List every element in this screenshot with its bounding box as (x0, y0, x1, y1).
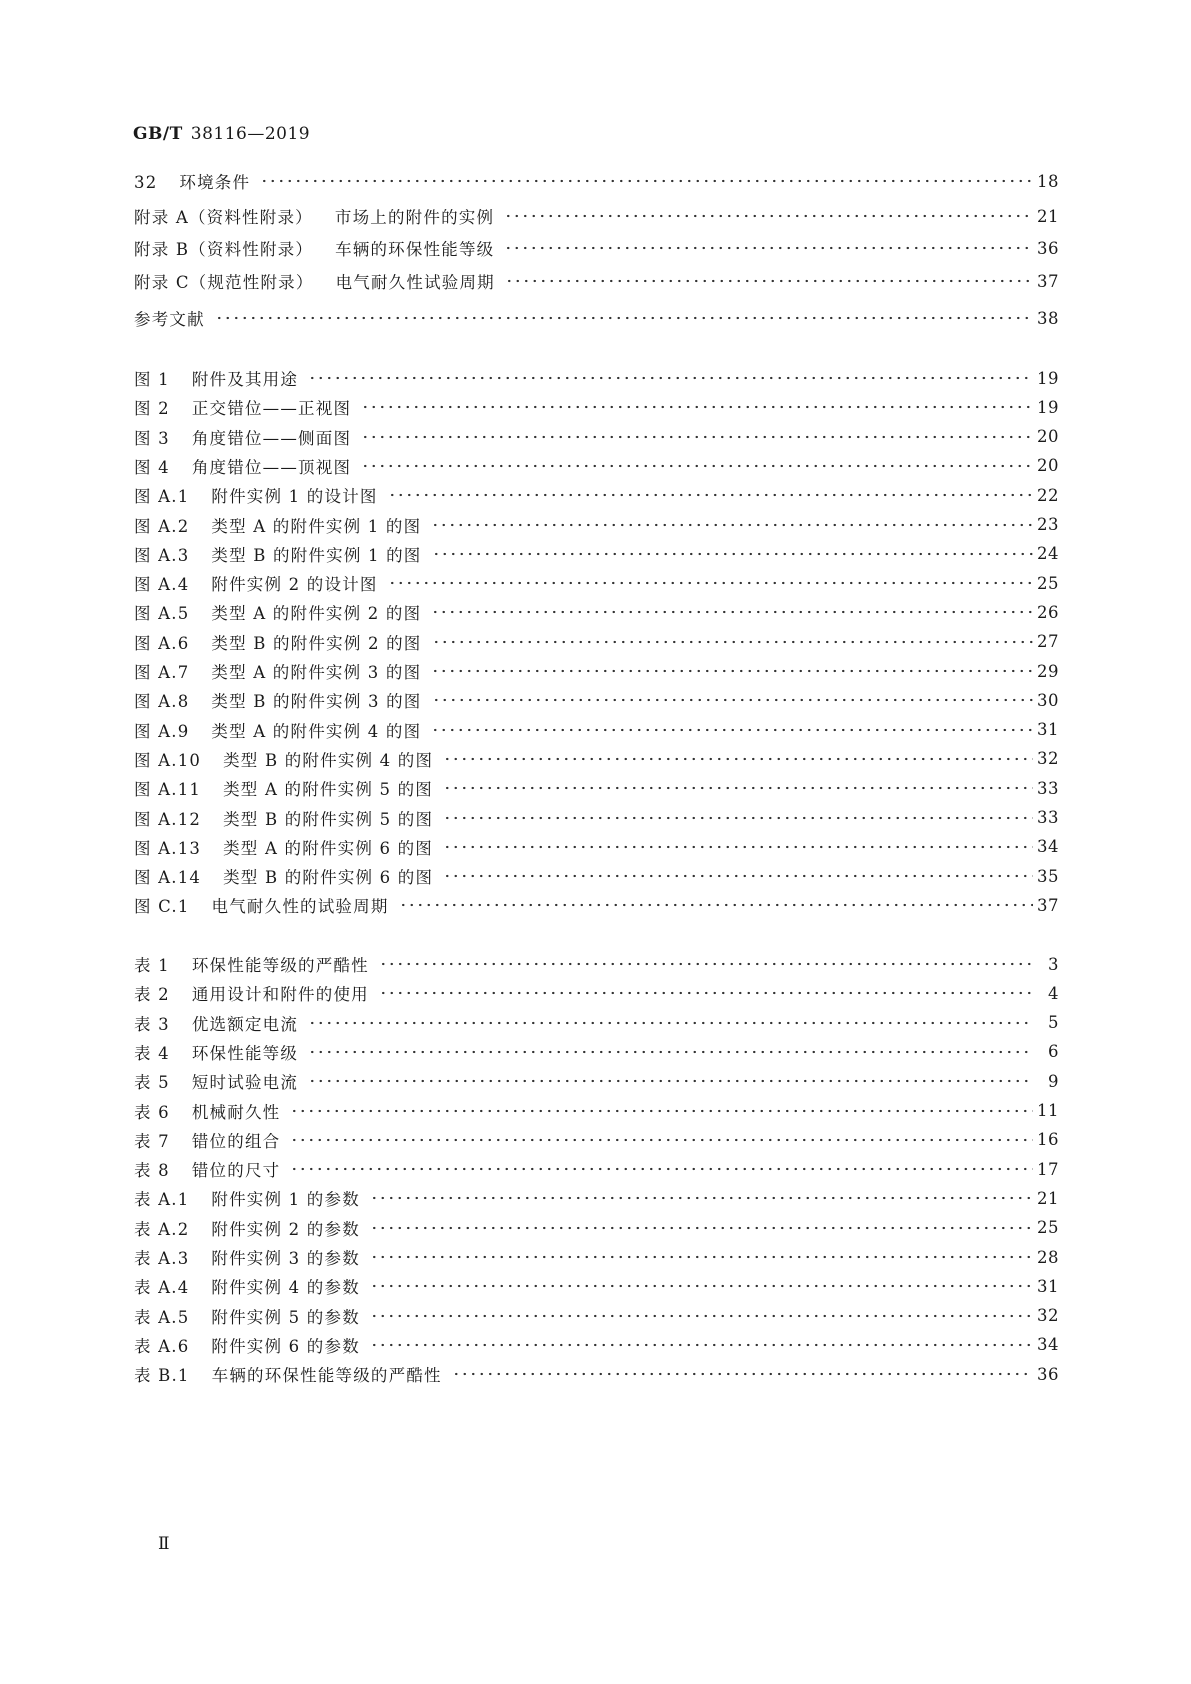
entry-title: 电气耐久性试验周期 (335, 273, 495, 292)
figure-list-item[interactable] (134, 890, 1059, 920)
entry-number: 表 5 (134, 1073, 170, 1093)
entry-title: 附件实例 1 的设计图 (211, 487, 378, 507)
dot-leader (290, 1137, 1033, 1143)
entry-label (134, 1099, 280, 1123)
standard-code: GB/T (133, 124, 183, 144)
entry-page-number: 36 (1037, 238, 1059, 258)
dot-leader (370, 1195, 1033, 1201)
entry-title: 优选额定电流 (191, 1014, 299, 1034)
entry-number: 表 4 (134, 1043, 170, 1063)
entry-title: 类型 A 的附件实例 4 的图 (211, 721, 422, 741)
dot-leader (308, 1078, 1033, 1084)
entry-page-number: 32 (1037, 1306, 1059, 1326)
figure-list-item[interactable] (134, 744, 1059, 774)
figure-list-item[interactable] (134, 656, 1059, 686)
figure-list-item[interactable] (134, 773, 1059, 803)
entry-title: 类型 A 的附件实例 3 的图 (211, 663, 422, 682)
entry-title: 附件及其用途 (191, 370, 299, 389)
entry-page-number: 32 (1037, 749, 1059, 769)
table-list-item[interactable] (134, 1330, 1059, 1360)
table-list-item[interactable] (134, 1096, 1059, 1126)
entry-page-number: 6 (1048, 1042, 1059, 1062)
entry-number: 图 A.13 (134, 838, 202, 858)
dot-leader (370, 1254, 1033, 1260)
entry-title: 附件实例 3 的参数 (211, 1249, 360, 1268)
dot-leader (399, 902, 1033, 908)
entry-title: 市场上的附件的实例 (334, 208, 495, 227)
dot-leader (388, 492, 1033, 498)
dot-leader (504, 245, 1033, 251)
page-number: Ⅱ (158, 1534, 170, 1554)
entry-label (134, 1157, 280, 1181)
figure-list-item[interactable] (134, 715, 1059, 745)
entry-title: 通用设计和附件的使用 (191, 985, 369, 1005)
entry-page-number: 31 (1037, 1276, 1059, 1296)
entry-number: 表 6 (134, 1102, 170, 1122)
dot-leader (431, 609, 1033, 615)
dot-leader (370, 1342, 1033, 1348)
entry-page-number: 37 (1037, 895, 1059, 915)
entry-number: 表 A.4 (134, 1278, 190, 1298)
entry-number: 表 A.6 (134, 1336, 190, 1356)
dot-leader (432, 639, 1033, 645)
entry-page-number: 3 (1048, 954, 1059, 974)
entry-number: 表 A.3 (134, 1249, 190, 1268)
entry-page-number: 26 (1037, 602, 1059, 622)
entry-page-number: 33 (1037, 808, 1059, 827)
entry-number: 图 A.6 (134, 633, 190, 653)
table-list-item[interactable] (134, 1154, 1059, 1184)
entry-label (134, 513, 421, 537)
toc-entry[interactable] (134, 266, 1059, 296)
entry-label (134, 630, 422, 654)
entry-title: 附件实例 4 的参数 (211, 1278, 360, 1298)
page-header (133, 124, 310, 144)
dot-leader (443, 873, 1033, 879)
entry-label (134, 269, 495, 293)
entry-title: 附件实例 5 的参数 (211, 1307, 360, 1327)
entry-number: 图 C.1 (134, 897, 190, 917)
entry-page-number: 25 (1037, 1218, 1059, 1238)
entry-label (134, 204, 494, 228)
entry-title: 类型 A 的附件实例 6 的图 (223, 838, 434, 858)
dot-leader (290, 1166, 1033, 1172)
figure-list-item[interactable] (134, 861, 1059, 891)
entry-title: 附件实例 2 的参数 (211, 1219, 360, 1239)
entry-label (134, 169, 250, 193)
entry-title: 类型 A 的附件实例 5 的图 (223, 780, 434, 800)
table-list-item[interactable] (134, 1183, 1059, 1213)
entry-title: 角度错位——侧面图 (191, 428, 352, 448)
entry-title: 环保性能等级的严酷性 (191, 956, 369, 975)
entry-label (134, 747, 433, 771)
dot-leader (370, 1225, 1033, 1231)
entry-title: 环保性能等级 (191, 1043, 299, 1063)
entry-page-number: 4 (1048, 983, 1059, 1003)
entry-page-number: 11 (1037, 1101, 1059, 1120)
dot-leader (505, 278, 1033, 284)
entry-page-number: 19 (1037, 368, 1059, 388)
entry-page-number: 19 (1037, 397, 1059, 417)
dot-leader (432, 697, 1033, 703)
entry-number: 图 A.11 (134, 780, 202, 800)
entry-title: 类型 B 的附件实例 6 的图 (223, 868, 434, 888)
entry-page-number: 37 (1037, 271, 1059, 291)
entry-title: 错位的尺寸 (191, 1161, 281, 1181)
entry-page-number: 20 (1037, 427, 1059, 447)
entry-number: 图 4 (134, 457, 170, 477)
entry-label (134, 236, 494, 260)
dot-leader (452, 1371, 1033, 1377)
entry-number: 图 A.2 (134, 516, 190, 536)
entry-number: 附录 B（资料性附录） (134, 240, 314, 259)
dot-leader (432, 551, 1033, 557)
entry-page-number: 33 (1037, 778, 1059, 798)
table-list-item[interactable] (134, 1008, 1059, 1038)
dot-leader (379, 990, 1033, 996)
entry-number: 表 8 (134, 1161, 170, 1181)
figure-list-item[interactable] (134, 539, 1059, 569)
entry-number: 表 7 (134, 1131, 170, 1151)
entry-number: 表 3 (134, 1014, 170, 1034)
entry-label (134, 1245, 360, 1269)
dot-leader (388, 580, 1033, 586)
entry-page-number: 18 (1037, 171, 1059, 191)
entry-title: 机械耐久性 (191, 1102, 281, 1122)
entry-page-number: 38 (1037, 308, 1059, 328)
entry-page-number: 17 (1037, 1159, 1059, 1179)
table-list-item[interactable] (134, 1125, 1059, 1155)
entry-number: 表 A.5 (134, 1307, 190, 1327)
entry-label (134, 1216, 360, 1240)
toc-entry[interactable] (134, 201, 1059, 231)
toc-entry[interactable] (134, 233, 1059, 263)
table-list-item[interactable] (134, 1037, 1059, 1067)
entry-number: 表 A.2 (134, 1219, 190, 1239)
dot-leader (443, 815, 1033, 821)
entry-number: 图 A.7 (134, 663, 190, 682)
entry-label (134, 776, 433, 800)
entry-title: 类型 B 的附件实例 1 的图 (211, 545, 422, 565)
toc-entry[interactable] (134, 303, 1059, 333)
dot-leader (370, 1283, 1033, 1289)
entry-label (134, 483, 378, 507)
dot-leader (361, 404, 1033, 410)
entry-label (134, 1333, 360, 1357)
entry-page-number: 36 (1037, 1364, 1059, 1384)
dot-leader (308, 375, 1033, 381)
entry-label (134, 1040, 298, 1064)
entry-number: 图 A.4 (134, 575, 190, 595)
toc-entry[interactable] (134, 166, 1059, 196)
entry-label (134, 806, 433, 830)
entry-label (134, 425, 351, 449)
entry-title: 正交错位——正视图 (191, 399, 352, 419)
figure-list-item[interactable] (134, 597, 1059, 627)
dot-leader (215, 315, 1033, 321)
entry-number: 图 A.14 (134, 868, 202, 888)
entry-label (134, 1128, 280, 1152)
table-list-item[interactable] (134, 1213, 1059, 1243)
entry-page-number: 21 (1037, 1188, 1059, 1208)
entry-label (134, 1186, 360, 1210)
entry-page-number: 22 (1037, 485, 1059, 505)
entry-number: 图 A.12 (134, 809, 202, 829)
entry-label (134, 952, 369, 976)
entry-number: 表 B.1 (134, 1366, 190, 1386)
figure-list-item[interactable] (134, 480, 1059, 510)
table-list-item[interactable] (134, 978, 1059, 1008)
entry-title: 电气耐久性的试验周期 (211, 897, 389, 917)
entry-number: 图 A.8 (134, 692, 190, 712)
entry-label (134, 893, 389, 917)
table-list-item[interactable] (134, 949, 1059, 979)
entry-number: 图 A.3 (134, 545, 190, 565)
entry-label (134, 542, 422, 566)
entry-number: 图 2 (134, 399, 170, 419)
entry-title: 角度错位——顶视图 (191, 457, 352, 477)
dot-leader (443, 844, 1033, 850)
entry-title: 附件实例 6 的参数 (211, 1336, 360, 1356)
entry-label (134, 835, 433, 859)
entry-number: 图 A.5 (134, 604, 190, 624)
dot-leader (361, 434, 1033, 440)
dot-leader (290, 1108, 1033, 1114)
dot-leader (504, 213, 1033, 219)
entry-label (134, 600, 421, 624)
figure-list-item[interactable] (134, 363, 1059, 393)
entry-label (134, 366, 298, 390)
entry-label (134, 571, 378, 595)
dot-leader (443, 785, 1033, 791)
entry-page-number: 5 (1048, 1013, 1059, 1033)
dot-leader (443, 756, 1033, 762)
figure-list-item[interactable] (134, 510, 1059, 540)
entry-page-number: 34 (1037, 1335, 1059, 1355)
entry-label (134, 395, 351, 419)
entry-number: 参考文献 (134, 310, 205, 329)
entry-label (134, 1011, 298, 1035)
entry-title: 类型 B 的附件实例 5 的图 (223, 809, 434, 829)
dot-leader (308, 1049, 1033, 1055)
entry-number: 图 1 (134, 370, 170, 389)
entry-number: 图 A.1 (134, 487, 190, 507)
entry-title: 附件实例 1 的参数 (211, 1190, 360, 1210)
entry-page-number: 16 (1037, 1130, 1059, 1150)
figure-list-item[interactable] (134, 392, 1059, 422)
figure-list-item[interactable] (134, 803, 1059, 833)
entry-page-number: 28 (1037, 1247, 1059, 1267)
dot-leader (260, 178, 1033, 184)
standard-number: 38116—2019 (190, 124, 311, 144)
entry-label (134, 659, 421, 683)
entry-number: 32 (134, 173, 158, 192)
dot-leader (379, 961, 1033, 967)
entry-title: 类型 B 的附件实例 2 的图 (211, 633, 422, 653)
entry-title: 类型 B 的附件实例 3 的图 (211, 692, 422, 712)
entry-page-number: 29 (1037, 661, 1059, 681)
entry-page-number: 34 (1037, 837, 1059, 857)
figure-list-item[interactable] (134, 627, 1059, 657)
entry-title: 类型 B 的附件实例 4 的图 (223, 750, 434, 770)
entry-number: 表 A.1 (134, 1190, 190, 1210)
entry-label (134, 1304, 360, 1328)
entry-title: 类型 A 的附件实例 1 的图 (211, 516, 422, 536)
entry-page-number: 24 (1037, 544, 1059, 564)
entry-title: 车辆的环保性能等级的严酷性 (211, 1366, 442, 1386)
entry-label (134, 718, 421, 742)
table-list-item[interactable] (134, 1359, 1059, 1389)
dot-leader (431, 522, 1033, 528)
entry-page-number: 9 (1048, 1071, 1059, 1091)
entry-label (134, 688, 422, 712)
entry-number: 图 A.9 (134, 721, 190, 741)
table-list-item[interactable] (134, 1271, 1059, 1301)
entry-title: 附件实例 2 的设计图 (211, 575, 378, 595)
figure-list-item[interactable] (134, 422, 1059, 452)
entry-title: 错位的组合 (191, 1131, 281, 1151)
figure-list-item[interactable] (134, 832, 1059, 862)
entry-page-number: 30 (1037, 690, 1059, 710)
entry-number: 图 A.10 (134, 750, 202, 770)
table-list-item[interactable] (134, 1301, 1059, 1331)
entry-page-number: 35 (1037, 866, 1059, 886)
figure-list-item[interactable] (134, 568, 1059, 598)
entry-title: 类型 A 的附件实例 2 的图 (211, 604, 422, 624)
table-list-item[interactable] (134, 1066, 1059, 1096)
table-list-item[interactable] (134, 1242, 1059, 1272)
entry-page-number: 23 (1037, 515, 1059, 534)
entry-number: 表 1 (134, 956, 170, 975)
entry-page-number: 31 (1037, 720, 1059, 740)
entry-title: 车辆的环保性能等级 (335, 240, 495, 259)
entry-label (134, 1362, 442, 1386)
figure-list-item[interactable] (134, 685, 1059, 715)
entry-page-number: 20 (1037, 456, 1059, 476)
entry-number: 附录 A（资料性附录） (134, 208, 313, 227)
entry-label (134, 1274, 360, 1298)
entry-number: 表 2 (134, 985, 170, 1005)
entry-number: 附录 C（规范性附录） (134, 273, 314, 292)
dot-leader (308, 1020, 1033, 1026)
dot-leader (361, 463, 1033, 469)
entry-page-number: 25 (1037, 573, 1059, 593)
entry-label (134, 454, 351, 478)
dot-leader (370, 1313, 1033, 1319)
entry-title: 环境条件 (179, 173, 251, 192)
entry-title: 短时试验电流 (191, 1073, 299, 1093)
entry-label (134, 306, 205, 330)
figure-list-item[interactable] (134, 451, 1059, 481)
entry-label (134, 1069, 298, 1093)
entry-label (134, 981, 369, 1005)
entry-page-number: 21 (1037, 206, 1059, 226)
entry-label (134, 864, 433, 888)
dot-leader (431, 668, 1033, 674)
entry-number: 图 3 (134, 428, 170, 448)
entry-page-number: 27 (1037, 632, 1059, 652)
dot-leader (431, 727, 1033, 733)
